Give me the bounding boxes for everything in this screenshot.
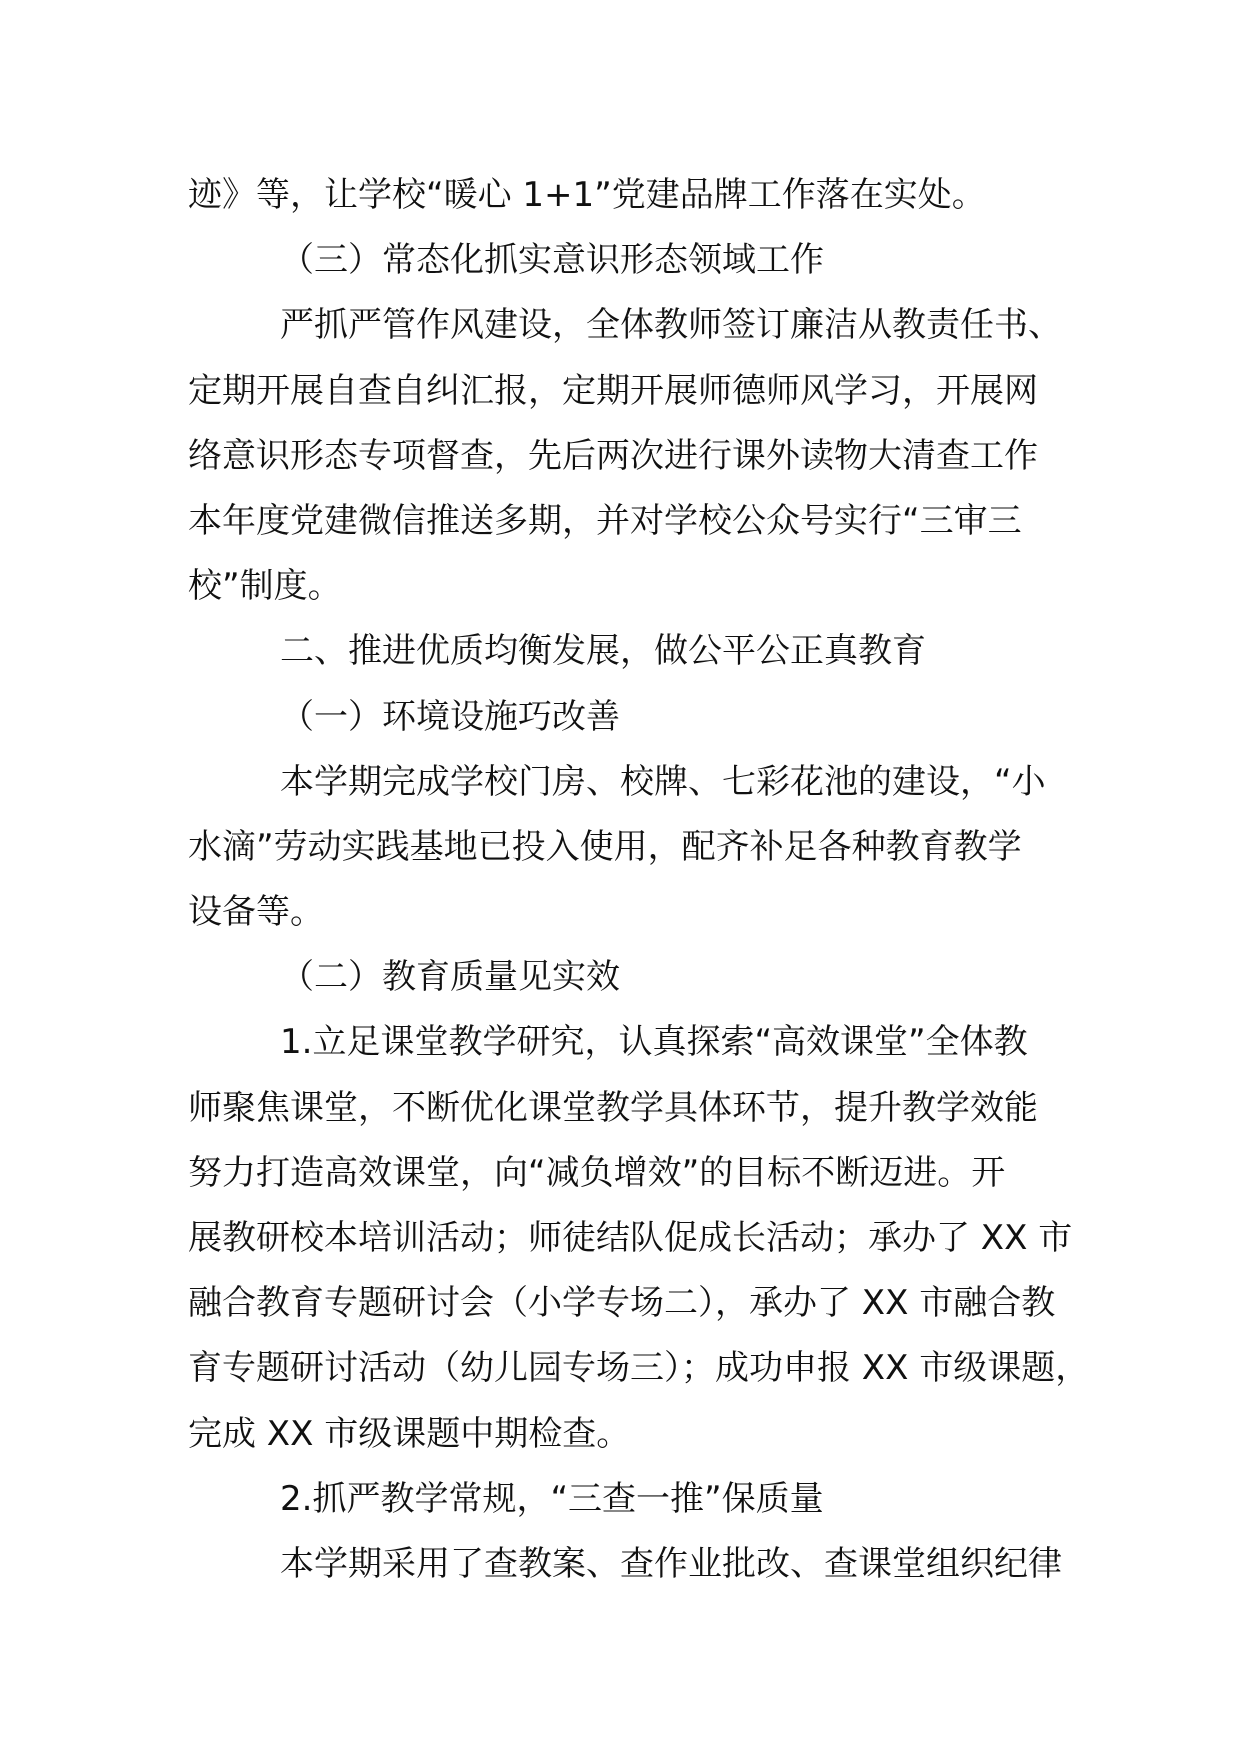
text-line: 1.立足课堂教学研究，认真探索“高效课堂”全体教 bbox=[280, 1022, 1028, 1063]
text-line: 校”制度。 bbox=[188, 566, 342, 607]
text-line: 定期开展自查自纠汇报，定期开展师德师风学习，开展网 bbox=[188, 370, 1038, 411]
text-line: 展教研校本培训活动；师徒结队促成长活动；承办了 XX 市 bbox=[188, 1218, 1073, 1258]
document-body bbox=[188, 163, 1088, 1597]
text-line: 水滴”劳动实践基地已投入使用，配齐补足各种教育教学 bbox=[188, 826, 1022, 867]
text-line: 融合教育专题研讨会（小学专场二），承办了 XX 市融合教 bbox=[188, 1283, 1056, 1324]
text-line: 本年度党建微信推送多期，并对学校公众号实行“三审三 bbox=[188, 500, 1022, 541]
text-line: 师聚焦课堂，不断优化课堂教学具体环节，提升教学效能 bbox=[188, 1087, 1038, 1128]
text-line: 设备等。 bbox=[188, 892, 324, 933]
text-line: 努力打造高效课堂，向“减负增效”的目标不断迈进。开 bbox=[188, 1152, 1006, 1193]
text-line: 本学期采用了查教案、查作业批改、查课堂组织纪律 bbox=[280, 1543, 1062, 1584]
section-heading: 二、推进优质均衡发展，做公平公正真教育 bbox=[280, 631, 926, 672]
section-heading: （一）环境设施巧改善 bbox=[280, 696, 620, 737]
text-line: 络意识形态专项督查，先后两次进行课外读物大清查工作 bbox=[188, 435, 1038, 476]
section-heading: （三）常态化抓实意识形态领域工作 bbox=[280, 240, 824, 281]
text-line: 本学期完成学校门房、校牌、七彩花池的建设，“小 bbox=[280, 761, 1046, 802]
section-heading: 2.抓严教学常规，“三查一推”保质量 bbox=[280, 1478, 824, 1519]
text-line: 育专题研讨活动（幼儿园专场三）；成功申报 XX 市级课题， bbox=[188, 1348, 1090, 1389]
section-heading: （二）教育质量见实效 bbox=[280, 957, 620, 998]
text-line: 迹》等，让学校“暖心 1+1”党建品牌工作落在实处。 bbox=[188, 175, 986, 215]
text-line: 完成 XX 市级课题中期检查。 bbox=[188, 1413, 631, 1454]
text-line: 严抓严管作风建设，全体教师签订廉洁从教责任书、 bbox=[280, 305, 1062, 346]
